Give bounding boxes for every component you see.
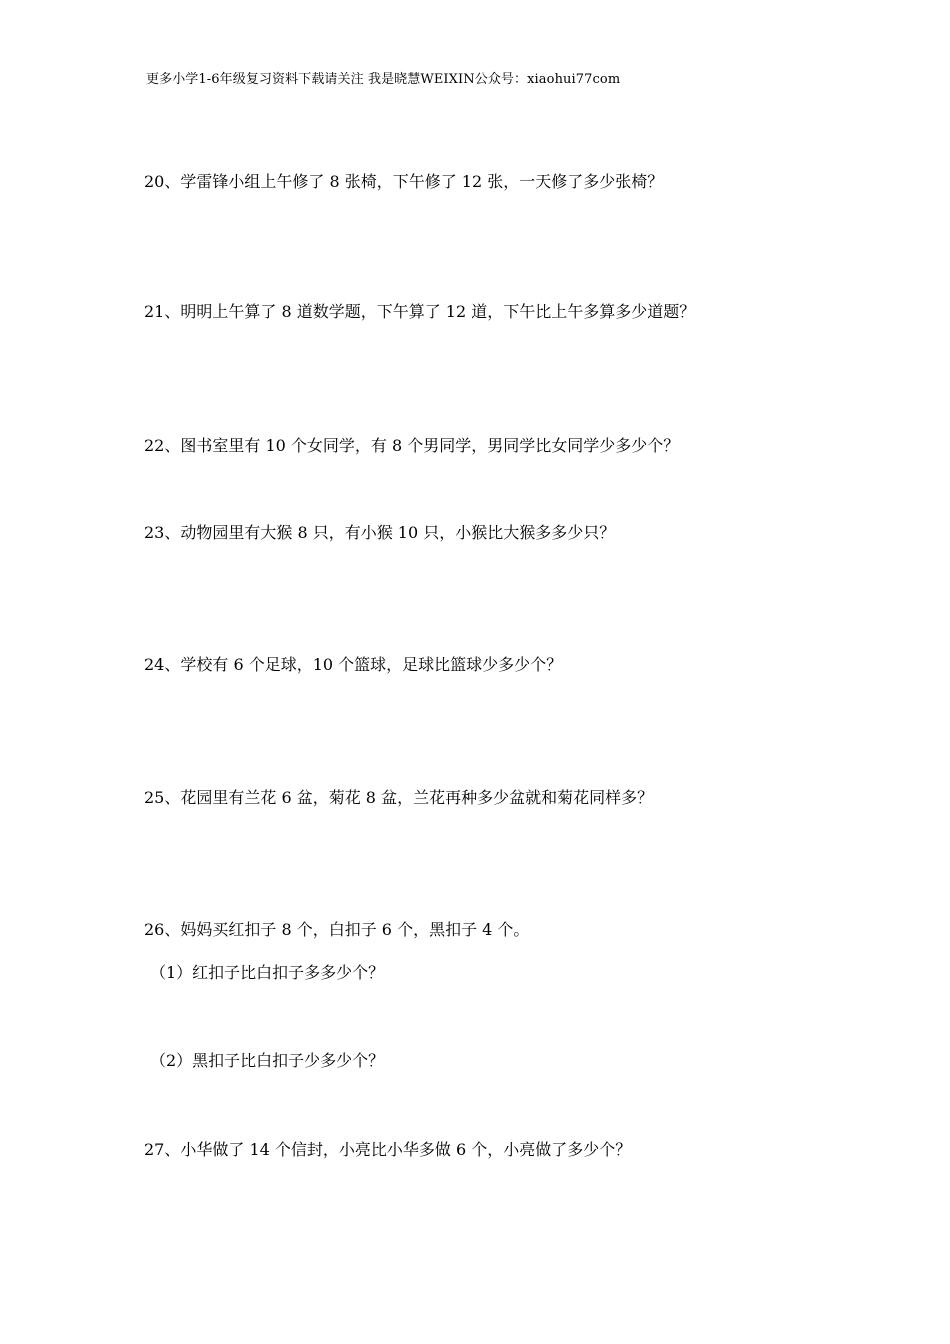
question-21: 21、明明上午算了 8 道数学题，下午算了 12 道，下午比上午多算多少道题？ <box>144 302 696 321</box>
question-23: 23、动物园里有大猴 8 只，有小猴 10 只，小猴比大猴多多少只？ <box>144 523 616 542</box>
question-20: 20、学雷锋小组上午修了 8 张椅，下午修了 12 张，一天修了多少张椅？ <box>144 172 664 191</box>
question-25: 25、花园里有兰花 6 盆，菊花 8 盆，兰花再种多少盆就和菊花同样多？ <box>144 788 654 807</box>
question-22: 22、图书室里有 10 个女同学，有 8 个男同学，男同学比女同学少多少个？ <box>144 436 680 455</box>
question-27: 27、小华做了 14 个信封，小亮比小华多做 6 个，小亮做了多少个？ <box>144 1140 632 1159</box>
question-26: 26、妈妈买红扣子 8 个，白扣子 6 个，黑扣子 4 个。 <box>144 920 530 939</box>
question-26-part-1: （1）红扣子比白扣子多多少个？ <box>150 963 385 982</box>
question-26-part-2: （2）黑扣子比白扣子少多少个？ <box>150 1051 385 1070</box>
header-note: 更多小学1-6年级复习资料下载请关注 我是晓慧WEIXIN公众号：xiaohui77com <box>146 72 621 87</box>
question-24: 24、学校有 6 个足球，10 个篮球，足球比篮球少多少个？ <box>144 655 563 674</box>
